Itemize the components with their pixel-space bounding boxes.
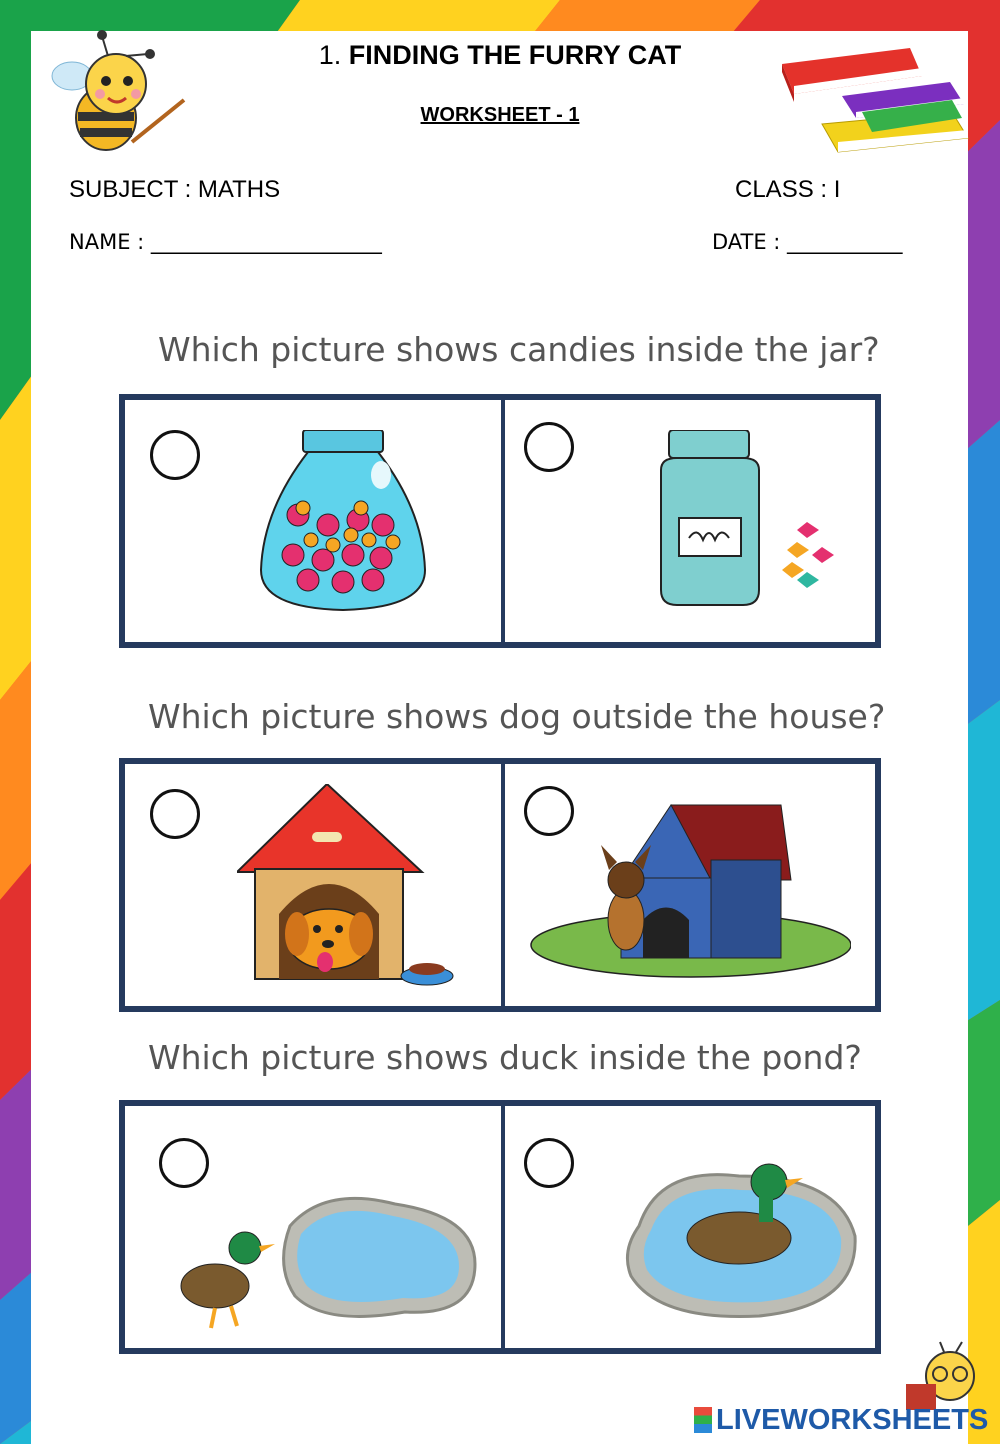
- question-3-option-1-radio[interactable]: [159, 1138, 209, 1188]
- liveworksheets-logo-text: LIVEWORKSHEETS: [716, 1403, 989, 1436]
- question-2-options: [119, 758, 881, 1012]
- subject-label: SUBJECT : MATHS: [69, 176, 281, 203]
- question-1-option-1-radio[interactable]: [150, 430, 200, 480]
- worksheet-title: [0, 40, 1000, 71]
- dog-inside-kennel-image: [237, 784, 467, 994]
- footer-partial-text: STC PDY: [460, 1428, 539, 1448]
- question-1-options: [119, 394, 881, 648]
- question-3-options: [119, 1100, 881, 1354]
- jar-with-candies-image: [253, 430, 433, 615]
- title-number: 1.: [318, 40, 342, 70]
- duck-outside-pond-image: [175, 1186, 485, 1336]
- date-field[interactable]: DATE : ___________: [712, 230, 903, 254]
- question-1-text: Which picture shows candies inside the jar?: [158, 330, 880, 369]
- question-3-text: Which picture shows duck inside the pond?: [148, 1038, 862, 1077]
- question-1-option-2-radio[interactable]: [524, 422, 574, 472]
- jar-with-candies-outside-image: [647, 430, 867, 615]
- duck-inside-pond-image: [619, 1156, 864, 1326]
- class-label: CLASS : I: [735, 176, 841, 203]
- question-2-option-1-radio[interactable]: [150, 789, 200, 839]
- question-2-text: Which picture shows dog outside the house?: [148, 697, 886, 736]
- worksheet-subtitle: WORKSHEET - 1: [420, 104, 580, 126]
- name-field[interactable]: NAME : ______________________: [69, 230, 382, 254]
- title-text: FINDING THE FURRY CAT: [348, 40, 682, 70]
- dog-outside-kennel-image: [521, 800, 851, 985]
- question-3-option-2-radio[interactable]: [524, 1138, 574, 1188]
